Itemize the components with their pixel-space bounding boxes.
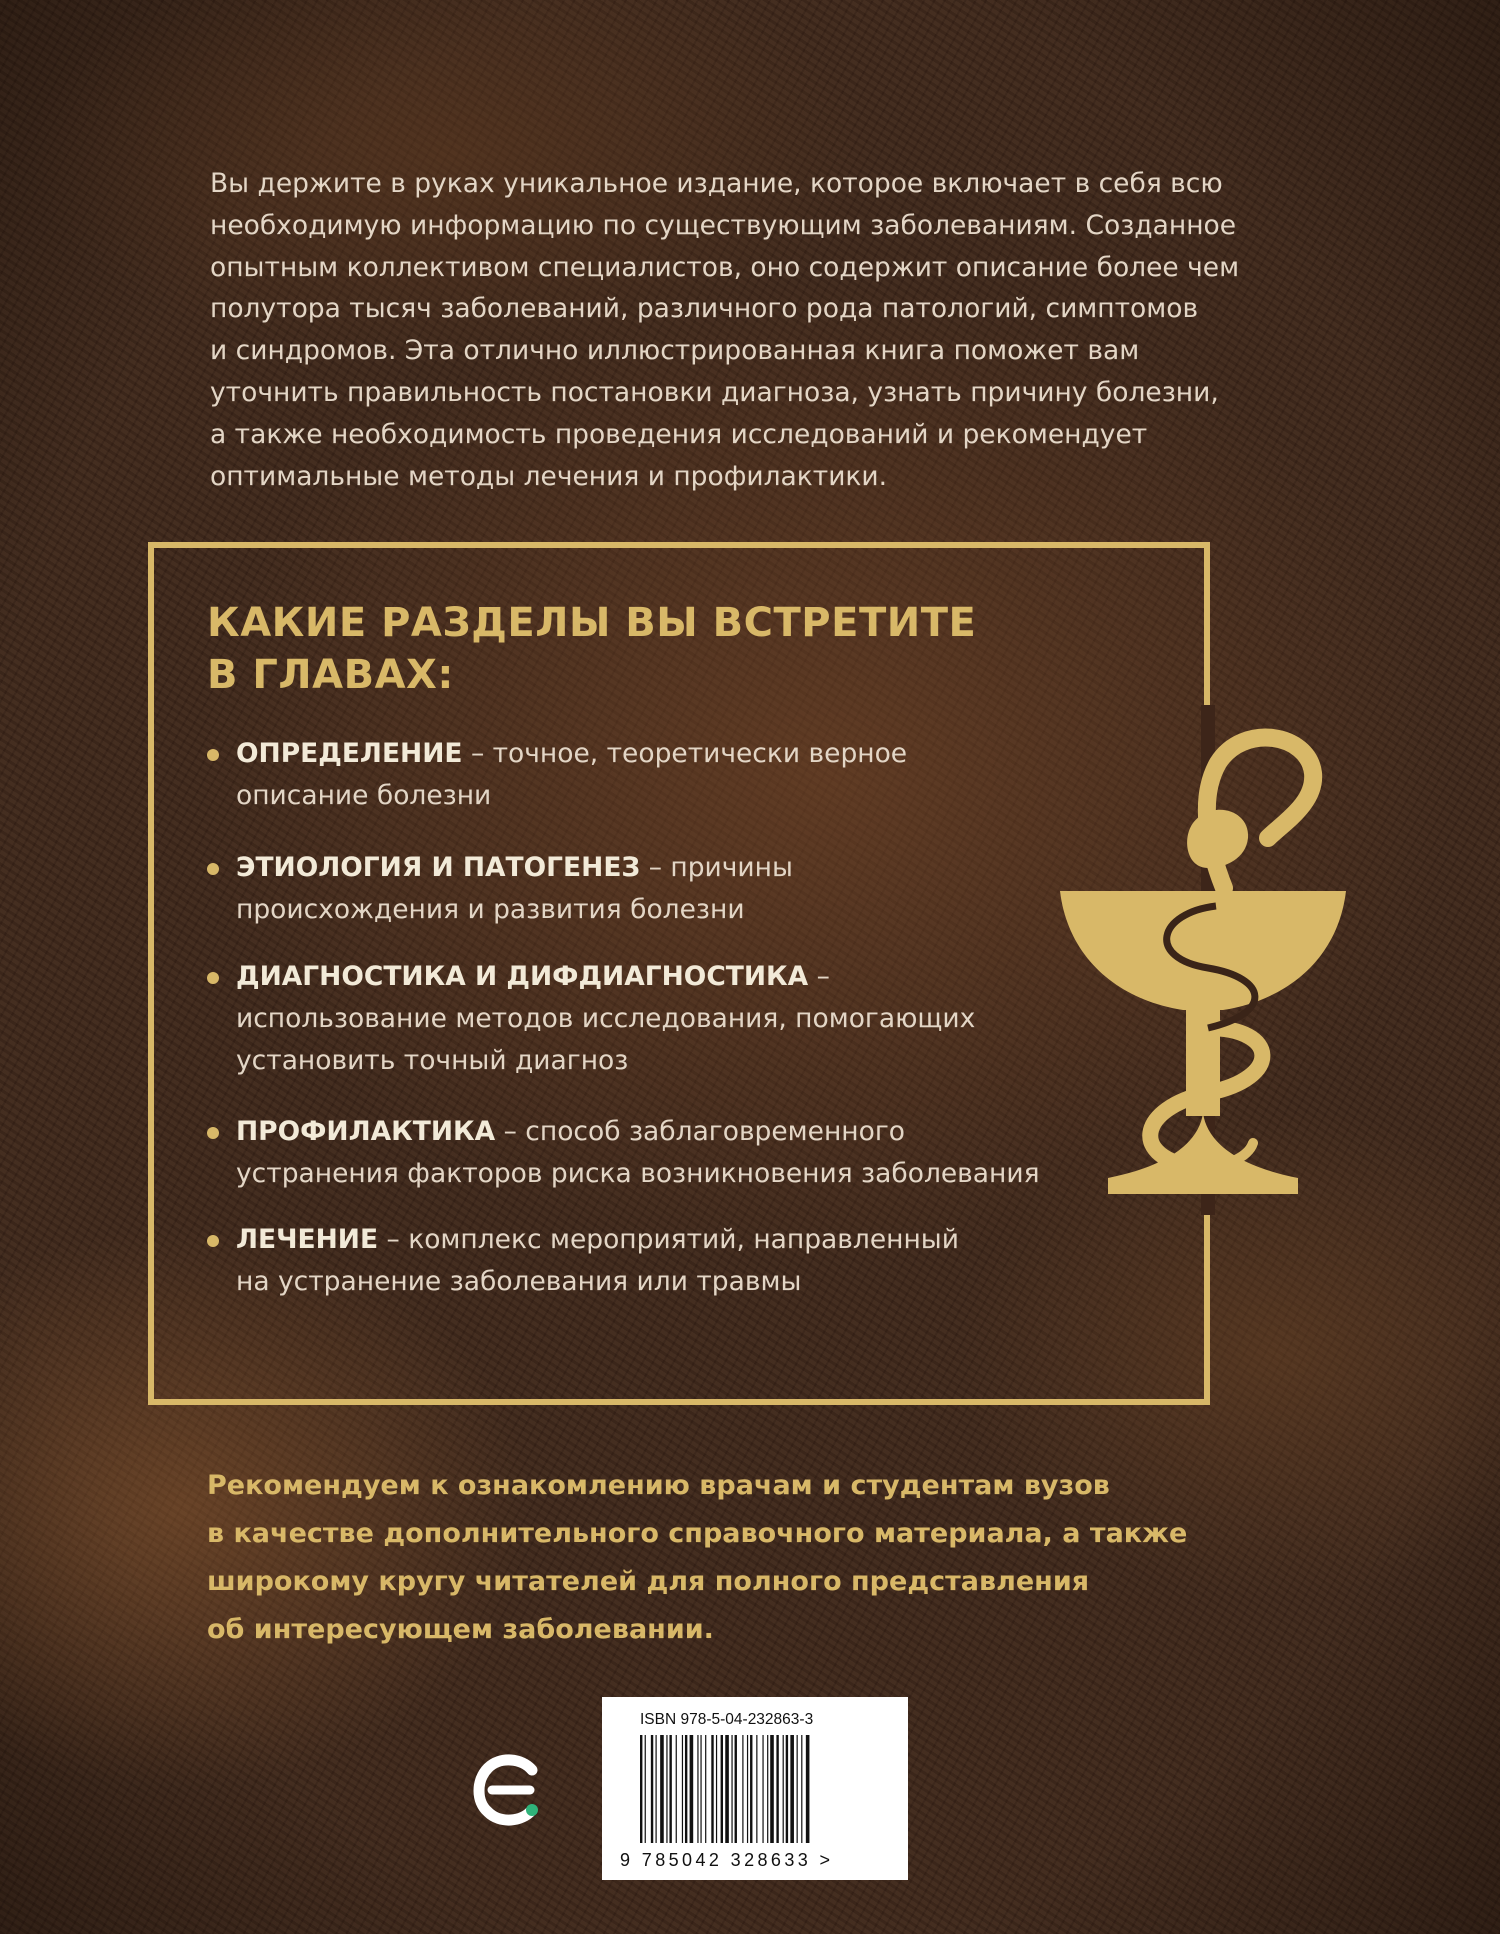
recommendation-line: Рекомендуем к ознакомлению врачам и студентам вузов — [207, 1470, 1110, 1501]
section-term: ЛЕЧЕНИЕ — [236, 1224, 379, 1255]
recommendation-line: в качестве дополнительного справочного материала, а также — [207, 1518, 1188, 1549]
intro-line: и синдромов. Эта отлично иллюстрированная книга поможет вам — [210, 335, 1140, 367]
ean-digits: 9 785042 328633 > — [620, 1850, 834, 1870]
section-desc-line: происхождения и развития болезни — [236, 893, 745, 925]
section-item-diagnostics — [236, 956, 975, 1081]
section-term: ДИАГНОСТИКА И ДИФДИАГНОСТИКА — [236, 961, 809, 992]
section-item-treatment — [236, 1219, 959, 1303]
section-desc-line: установить точный диагноз — [236, 1044, 629, 1076]
recommendation-text — [207, 1462, 1187, 1654]
barcode-bars — [638, 1735, 883, 1853]
barcode-box — [602, 1697, 908, 1880]
bullet-icon — [207, 863, 219, 875]
section-desc-line: на устранение заболевания или травмы — [236, 1265, 802, 1297]
section-desc-line: описание болезни — [236, 779, 492, 811]
intro-line: Вы держите в руках уникальное издание, которое включает в себя всю — [210, 168, 1223, 199]
intro-paragraph — [210, 163, 1290, 497]
section-desc: – причины — [640, 852, 793, 883]
intro-line: опытным коллективом специалистов, оно содержит описание более чем — [210, 251, 1240, 283]
section-term: ЭТИОЛОГИЯ И ПАТОГЕНЕЗ — [236, 852, 641, 883]
sections-heading-line: КАКИЕ РАЗДЕЛЫ ВЫ ВСТРЕТИТЕ — [207, 600, 977, 646]
section-item-etiology — [236, 847, 793, 931]
intro-line: уточнить правильность постановки диагноза, узнать причину болезни, — [210, 376, 1219, 408]
sections-heading-line: В ГЛАВАХ: — [207, 652, 454, 698]
intro-line: необходимую информацию по существующим заболеваниям. Созданное — [210, 209, 1237, 241]
recommendation-line: об интересующем заболевании. — [207, 1614, 714, 1645]
section-desc: – точное, теоретически верное — [462, 738, 908, 769]
bullet-icon — [207, 749, 219, 761]
intro-line: оптимальные методы лечения и профилактики. — [210, 460, 888, 492]
recommendation-line: широкому кругу читателей для полного представления — [207, 1566, 1090, 1597]
eksmo-logo-icon — [470, 1752, 546, 1828]
bowl-of-hygieia-icon — [1058, 728, 1348, 1228]
bullet-icon — [207, 972, 219, 984]
section-desc: – — [808, 961, 830, 992]
section-term: ПРОФИЛАКТИКА — [236, 1116, 496, 1147]
isbn-label: ISBN 978-5-04-232863-3 — [640, 1711, 814, 1728]
bullet-icon — [207, 1235, 219, 1247]
section-desc-line: устранения факторов риска возникновения заболевания — [236, 1157, 1040, 1189]
intro-line: а также необходимость проведения исследований и рекомендует — [210, 418, 1148, 450]
intro-line: полутора тысяч заболеваний, различного рода патологий, симптомов — [210, 293, 1199, 325]
section-desc: – комплекс мероприятий, направленный — [378, 1224, 959, 1255]
bullet-icon — [207, 1127, 219, 1139]
section-item-prevention — [236, 1111, 1040, 1195]
sections-heading — [207, 597, 976, 701]
section-item-definition — [236, 733, 907, 817]
section-desc-line: использование методов исследования, помогающих — [236, 1002, 976, 1034]
section-desc: – способ заблаговременного — [495, 1116, 905, 1147]
section-term: ОПРЕДЕЛЕНИЕ — [236, 738, 463, 769]
